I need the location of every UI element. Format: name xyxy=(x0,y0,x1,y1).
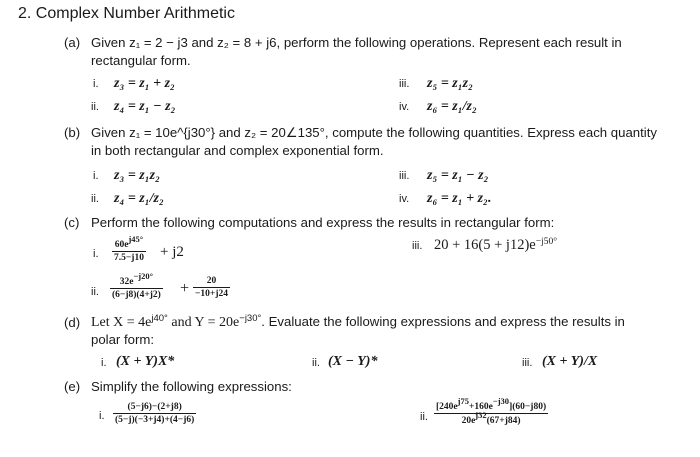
part-d-text-pre: Let X = 4e xyxy=(91,315,152,330)
part-e-item-2-den-a: 20e xyxy=(461,416,476,426)
part-c-text: Perform the following computations and express the results in rectangular form: xyxy=(91,215,555,230)
part-e-item-2-num-b: +160e xyxy=(468,402,493,412)
part-a-item-3-num: iii. xyxy=(399,78,410,90)
part-a-item-2-expr: z₄ = z₁ − z₂ xyxy=(114,99,176,114)
part-a-item-1-expr: z₃ = z₁ + z₂ xyxy=(114,76,175,91)
part-c-item-3-base: 20 + 16(5 + j12)e xyxy=(434,237,536,253)
part-d-item-2-expr: (X − Y)* xyxy=(328,354,378,369)
part-c-item-2-f1-numerator: 32e xyxy=(119,277,134,287)
part-c-item-1-tail: + j2 xyxy=(160,244,184,260)
part-b-text-line2: in both rectangular and complex exponential form. xyxy=(91,143,384,158)
part-e-item-2-num: ii. xyxy=(420,411,428,423)
problem-title: 2. Complex Number Arithmetic xyxy=(18,5,235,22)
part-c-item-2-f2-denominator: −10+j24 xyxy=(195,289,228,299)
part-c-item-3-expr xyxy=(434,237,557,254)
part-c-item-1-numerator: 60e xyxy=(114,240,129,250)
part-e-label: (e) xyxy=(64,379,81,394)
part-e-item-1-fraction xyxy=(113,401,196,426)
part-b-item-3-expr: z₅ = z₁ − z₂ xyxy=(427,168,489,183)
part-c-item-3-exponent: −j50° xyxy=(535,237,558,247)
part-a-item-1-num: i. xyxy=(93,78,99,90)
part-c-item-2-f1-exponent: −j20° xyxy=(133,271,154,281)
part-c-item-2-fraction-2 xyxy=(193,275,230,300)
part-d-x-exponent: j40° xyxy=(151,313,168,324)
part-a-text-line1: Given z₁ = 2 − j3 and z₂ = 8 + j6, perform the following operations. Represent each result in xyxy=(91,35,622,50)
part-c-item-2-f2-numerator: 20 xyxy=(206,276,217,286)
part-e-item-2-den-b: (67+j84) xyxy=(486,416,521,426)
part-d-text-line2: polar form: xyxy=(91,332,155,347)
part-e-item-1-numerator: (5−j6)−(2+j8) xyxy=(127,402,182,412)
part-c-item-2-fraction-1 xyxy=(110,271,163,301)
part-a-text-line2: rectangular form. xyxy=(91,53,191,68)
part-b-item-4-num: iv. xyxy=(399,193,410,205)
part-b-item-1-num: i. xyxy=(93,170,99,182)
part-b-item-3-num: iii. xyxy=(399,170,410,182)
part-c-item-1-numerator-exponent: j45° xyxy=(128,234,144,244)
part-a-item-3-expr: z₅ = z₁z₂ xyxy=(427,76,473,91)
part-e-item-2-num-b-exponent: −j30 xyxy=(492,396,510,406)
part-a-label: (a) xyxy=(64,35,81,50)
part-e-text: Simplify the following expressions: xyxy=(91,379,292,394)
part-e-item-1-num: i. xyxy=(99,410,105,422)
part-b-item-2-num: ii. xyxy=(91,193,99,205)
part-e-item-2-num-c: ](60−j80) xyxy=(509,402,547,412)
part-c-item-1-denominator: 7.5−j10 xyxy=(114,253,144,263)
part-d-text-post: . Evaluate the following expressions and express the results in xyxy=(261,314,625,329)
part-c-item-3-num: iii. xyxy=(412,240,423,252)
part-c-item-2-num: ii. xyxy=(91,286,99,298)
part-e-item-2-fraction xyxy=(434,396,548,427)
part-e-item-2-num-a-exponent: j75 xyxy=(457,396,469,406)
part-d-item-2-num: ii. xyxy=(312,357,320,369)
part-c-item-1-num: i. xyxy=(93,248,99,260)
part-c-label: (c) xyxy=(64,215,80,230)
part-d-item-3-expr: (X + Y)/X xyxy=(542,354,598,369)
part-b-item-4-expr: z₆ = z₁ + z₂. xyxy=(427,191,492,206)
part-e-item-2-den-exponent: j32 xyxy=(475,410,487,420)
part-a-item-2-num: ii. xyxy=(91,101,99,113)
part-b-item-1-expr: z₃ = z₁z₂ xyxy=(114,168,160,183)
part-a-item-4-num: iv. xyxy=(399,101,410,113)
part-d-y-exponent: −j30° xyxy=(239,313,262,324)
part-d-item-1-expr: (X + Y)X* xyxy=(116,354,175,369)
part-b-item-2-expr: z₄ = z₁/z₂ xyxy=(114,191,164,206)
part-d-text-line1 xyxy=(91,314,625,331)
part-a-item-4-expr: z₆ = z₁/z₂ xyxy=(427,99,477,114)
part-d-item-3-num: iii. xyxy=(522,357,533,369)
part-e-item-2-num-a: [240e xyxy=(436,402,458,412)
part-c-item-2-plus: + xyxy=(180,280,190,297)
part-d-label: (d) xyxy=(64,315,81,330)
part-d-item-1-num: i. xyxy=(101,357,107,369)
part-b-label: (b) xyxy=(64,125,81,140)
part-b-text-line1: Given z₁ = 10e^{j30°} and z₂ = 20∠135°, compute the following quantities. Express each quantity xyxy=(91,125,657,140)
part-d-text-mid: and Y = 20e xyxy=(167,315,240,330)
part-e-item-1-denominator: (5−j)(−3+j4)+(4−j6) xyxy=(115,415,195,425)
part-c-item-1-fraction xyxy=(112,234,146,264)
part-c-item-2-f1-denominator: (6−j8)(4+j2) xyxy=(112,290,161,300)
